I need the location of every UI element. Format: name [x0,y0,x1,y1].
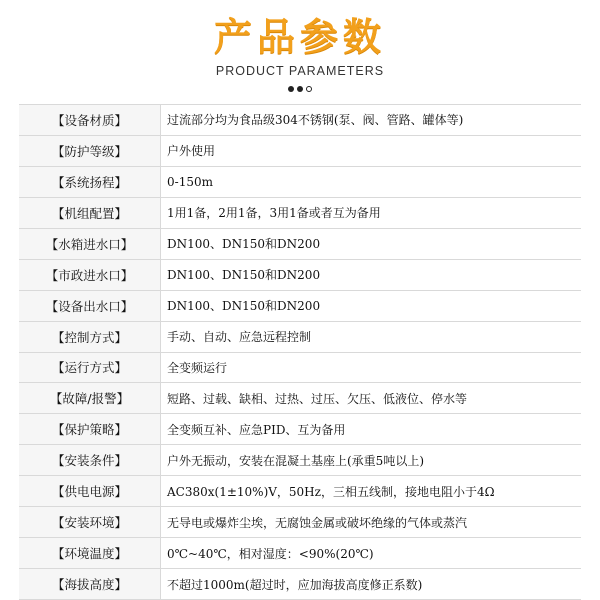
table-row [19,507,581,538]
table-row [19,383,581,414]
parameter-label: 【水箱进水口】 [19,229,161,259]
table-row [19,569,581,600]
parameter-value: 户外使用 [167,144,216,159]
table-row [19,322,581,353]
parameter-label: 【控制方式】 [19,322,161,352]
parameter-value: DN100、DN150和DN200 [167,299,321,314]
table-row [19,136,581,167]
page-subtitle: PRODUCT PARAMETERS [215,64,385,78]
table-row [19,260,581,291]
parameter-value: 全变频运行 [167,360,228,375]
parameter-value: 0-150m [167,174,213,189]
parameter-label: 【设备材质】 [19,105,161,135]
parameter-value: AC380x(1±10%)V，50Hz，三相五线制，接地电阻小于4Ω [167,484,495,499]
parameter-label: 【海拔高度】 [19,569,161,599]
dot-icon [288,86,294,92]
parameter-label: 【防护等级】 [19,136,161,166]
parameter-label: 【机组配置】 [19,198,161,228]
parameter-value: 不超过1000m(超过时，应加海拔高度修正系数) [167,577,423,592]
parameter-value: 短路、过载、缺相、过热、过压、欠压、低液位、停水等 [167,391,468,406]
parameter-value: DN100、DN150和DN200 [167,237,321,252]
header [0,0,600,104]
table-row [19,445,581,476]
page-title: 产品参数 [213,15,386,59]
parameter-label: 【运行方式】 [19,353,161,383]
parameter-value: 1用1备，2用1备，3用1备或者互为备用 [167,206,381,221]
parameter-label: 【供电电源】 [19,476,161,506]
table-row [19,291,581,322]
table-row [19,476,581,507]
parameter-label: 【故障/报警】 [19,383,161,413]
table-row [19,105,581,136]
table-row [19,353,581,384]
parameter-label: 【安装环境】 [19,507,161,537]
parameter-label: 【安装条件】 [19,445,161,475]
parameter-value: 手动、自动、应急远程控制 [167,330,312,345]
parameter-label: 【设备出水口】 [19,291,161,321]
decorative-dots [0,86,600,92]
table-row [19,538,581,569]
table-row [19,229,581,260]
parameter-value: DN100、DN150和DN200 [167,268,321,283]
table-row [19,198,581,229]
table-row [19,414,581,445]
parameter-value: 过流部分均为食品级304不锈钢(泵、阀、管路、罐体等) [167,113,464,128]
parameter-value: 无导电或爆炸尘埃，无腐蚀金属或破坏绝缘的气体或蒸汽 [167,515,468,530]
dot-icon [297,86,303,92]
parameter-label: 【保护策略】 [19,414,161,444]
parameters-table [19,104,581,600]
parameter-value: 0℃~40℃，相对湿度：<90%(20℃) [167,546,374,561]
parameter-value: 户外无振动，安装在混凝土基座上(承重5吨以上) [167,453,424,468]
open-dot-icon [306,86,312,92]
table-row [19,167,581,198]
parameter-label: 【市政进水口】 [19,260,161,290]
parameter-value: 全变频互补、应急PID、互为备用 [167,422,346,437]
parameter-label: 【环境温度】 [19,538,161,568]
parameter-label: 【系统扬程】 [19,167,161,197]
